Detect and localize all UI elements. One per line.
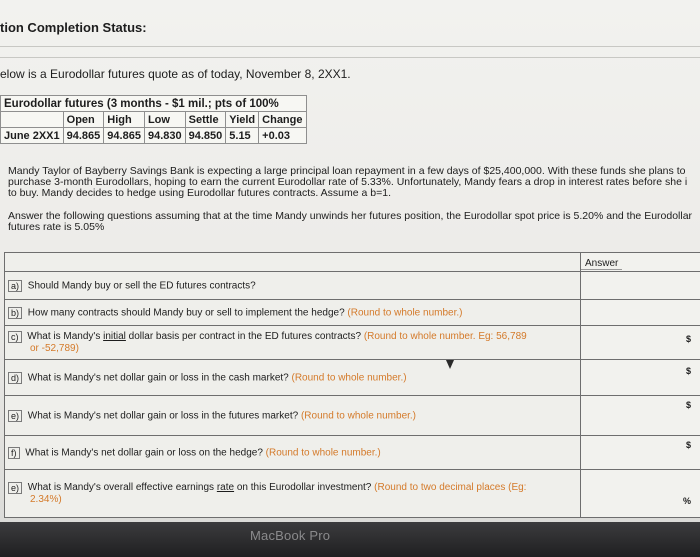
section-title: tion Completion Status: [0,20,147,35]
scenario-line: purchase 3-month Eurodollars, hoping to earn the current Eurodollar rate of 5.33%. Unfortunately, Mandy fears a drop in interest rates before she i [8,176,688,188]
quote-header-low: Low [144,112,185,128]
question-hint: (Round to two decimal places (Eg: [374,482,527,494]
question-letter: c) [8,331,22,343]
divider [0,46,700,47]
question-letter: e) [8,482,22,494]
question-text: How many contracts should Mandy buy or sell to implement the hedge? [27,307,345,318]
quote-contract: June 2XX1 [1,128,64,144]
dollar-sign: $ [685,334,691,344]
question-letter: b) [8,307,22,319]
answer-input-c[interactable] [581,326,700,360]
quote-header-settle: Settle [185,112,226,128]
quote-yield: 5.15 [226,128,259,144]
question-text: What is Mandy's net dollar gain or loss in the futures market? [27,410,299,421]
question-hint: (Round to whole number.) [291,372,407,384]
instruction-paragraph [8,211,700,233]
question-text-underlined: rate [216,482,235,494]
question-cell [5,470,581,518]
answer-column-header [581,253,700,272]
question-hint: (Round to whole number. Eg: 56,789 [363,331,527,343]
answer-header-label: Answer [581,258,622,270]
instruction-line: futures rate is 5.05% [8,221,105,233]
question-cell [5,300,581,326]
quote-header-change: Change [259,112,306,128]
quote-settle: 94.850 [185,128,226,144]
answer-input-b[interactable] [581,300,700,326]
bezel-label: MacBook Pro [250,528,331,543]
question-letter: a) [8,280,22,292]
answer-input-e[interactable] [581,396,700,436]
question-text-underlined: initial [103,331,126,343]
answer-input-g[interactable] [581,470,700,518]
quote-header-high: High [104,112,145,128]
question-hint: 2.34%) [30,493,62,505]
question-hint: (Round to whole number.) [265,447,381,459]
question-row [5,326,700,360]
question-cell [5,436,581,470]
question-text: What is Mandy's net dollar gain or loss in the cash market? [27,372,289,383]
quote-low: 94.830 [144,128,185,144]
question-row [5,300,700,326]
answer-input-d[interactable] [581,360,700,396]
divider [0,57,700,58]
scenario-line: Mandy Taylor of Bayberry Savings Bank is expecting a large principal loan repayment in a few days of $25,400,000. With these funds she plans to [8,165,686,177]
question-text-part: dollar basis per contract in the ED futures contracts? [125,331,362,343]
dollar-sign: $ [685,366,691,376]
answer-input-a[interactable] [581,272,700,300]
answer-input-f[interactable] [581,436,700,470]
question-letter: f) [8,447,20,459]
quote-open: 94.865 [63,128,104,144]
question-cell [5,396,581,436]
question-cell [5,360,581,396]
question-hint: (Round to whole number.) [300,410,417,422]
dollar-sign: $ [685,400,691,410]
question-text-part: on this Eurodollar investment? [234,482,372,494]
percent-sign: % [682,496,691,506]
question-text-part: What is Mandy's [27,331,104,343]
question-cell [5,326,581,360]
scenario-line: to buy. Mandy decides to hedge using Eurodollar futures contracts. Assume a b=1. [8,187,391,199]
question-row [5,272,700,300]
question-text [8,482,526,505]
question-text: What is Mandy's net dollar gain or loss on the hedge? [25,447,263,458]
question-letter: e) [8,410,22,422]
question-row [5,436,700,470]
question-text [8,331,527,354]
laptop-bezel [0,522,700,557]
quote-header-blank [1,112,64,128]
questions-header-blank [5,253,581,272]
question-text-part: What is Mandy's overall effective earnings [27,482,217,494]
question-cell [5,272,581,300]
scenario-paragraph [8,166,700,199]
mouse-cursor-icon [446,360,454,369]
quote-header-yield: Yield [226,112,259,128]
question-hint: (Round to whole number.) [347,307,463,319]
intro-text: elow is a Eurodollar futures quote as of today, November 8, 2XX1. [0,67,351,81]
question-row [5,470,700,518]
quote-high: 94.865 [104,128,145,144]
question-row [5,396,700,436]
questions-table [4,252,700,518]
futures-quote-table [0,95,307,144]
quote-caption: Eurodollar futures (3 months - $1 mil.; pts of 100% [1,96,307,112]
question-hint: or -52,789) [30,342,79,354]
question-text: Should Mandy buy or sell the ED futures contracts? [27,280,256,291]
quote-change: +0.03 [259,128,306,144]
instruction-line: Answer the following questions assuming that at the time Mandy unwinds her futures position, the Eurodollar spot price is 5.20% and the Eurodollar [8,210,693,222]
question-letter: d) [8,372,22,384]
question-row [5,360,700,396]
dollar-sign: $ [685,440,691,450]
quote-header-open: Open [63,112,104,128]
